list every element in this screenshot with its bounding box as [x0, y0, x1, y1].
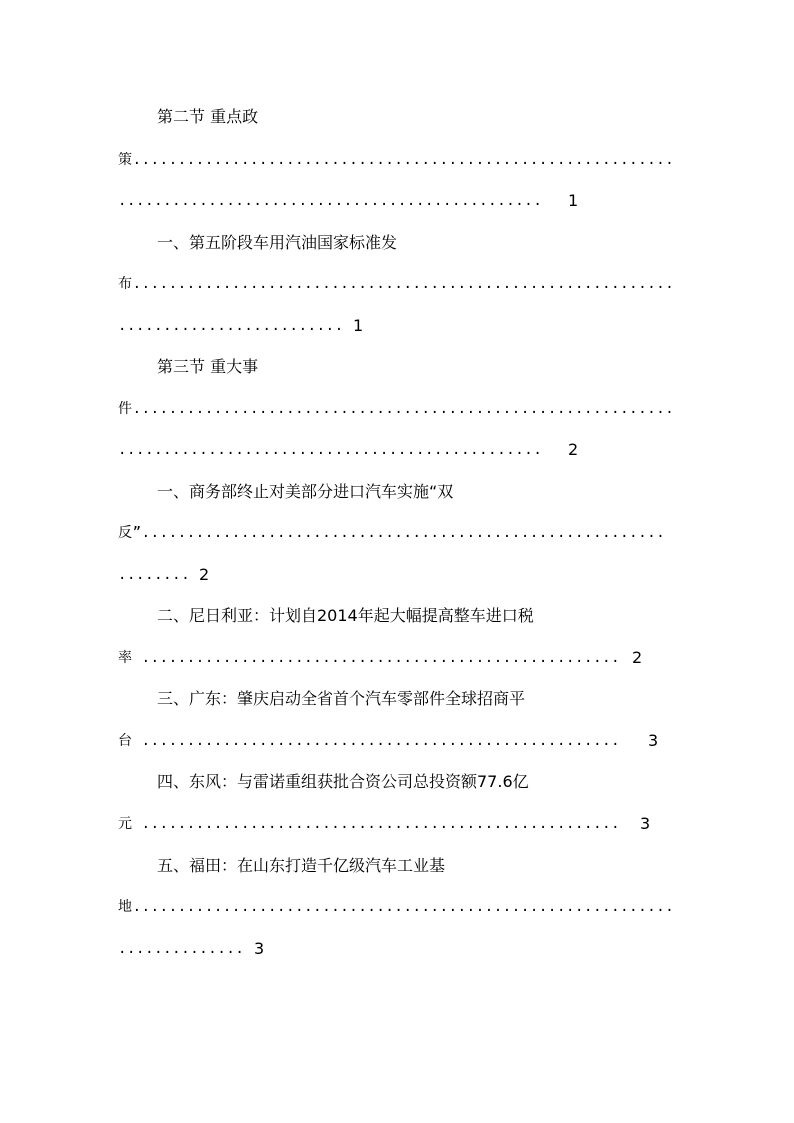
toc-page-number[interactable]: 1: [353, 316, 364, 335]
toc-entry-title[interactable]: 第二节 重点政: [157, 107, 259, 126]
toc-page-number[interactable]: 3: [640, 814, 651, 833]
toc-entry-title[interactable]: 四、东风：与雷诺重组获批合资公司总投资额77.6亿: [157, 772, 529, 791]
toc-page-number[interactable]: 3: [254, 939, 265, 958]
toc-entry-leader: 地............................................................: [118, 899, 675, 915]
toc-page-number[interactable]: 3: [648, 731, 659, 750]
toc-entry-leader: 反”..........................................................: [118, 525, 666, 541]
toc-entry-leader: 策............................................................: [118, 152, 675, 168]
toc-entry-title[interactable]: 第三节 重大事: [157, 357, 259, 376]
toc-entry-leader: 率 .....................................................: [118, 650, 621, 666]
toc-page-number[interactable]: 2: [632, 648, 643, 667]
toc-entry-leader: 元 .....................................................: [118, 816, 621, 832]
toc-entry-leader: 台 .....................................................: [118, 733, 621, 749]
toc-entry-title[interactable]: 三、广东：肇庆启动全省首个汽车零部件全球招商平: [157, 689, 526, 708]
toc-entry-title[interactable]: 一、第五阶段车用汽油国家标准发: [157, 233, 398, 252]
toc-entry-title[interactable]: 五、福田：在山东打造千亿级汽车工业基: [157, 856, 446, 875]
toc-page-number[interactable]: 1: [568, 191, 579, 210]
toc-entry-title[interactable]: 二、尼日利亚：计划自2014年起大幅提高整车进口税: [157, 606, 534, 625]
toc-entry-leader: .........................: [118, 318, 344, 334]
toc-entry-leader: ..............: [118, 941, 245, 957]
toc-page-number[interactable]: 2: [199, 565, 210, 584]
toc-entry-leader: ...............................................: [118, 193, 543, 209]
toc-entry-title[interactable]: 一、商务部终止对美部分进口汽车实施“双: [157, 482, 454, 501]
toc-entry-leader: 件............................................................: [118, 401, 675, 417]
toc-entry-leader: ...............................................: [118, 442, 543, 458]
toc-entry-leader: 布............................................................: [118, 276, 675, 292]
toc-entry-leader: ........: [118, 567, 191, 583]
toc-page-number[interactable]: 2: [568, 440, 579, 459]
